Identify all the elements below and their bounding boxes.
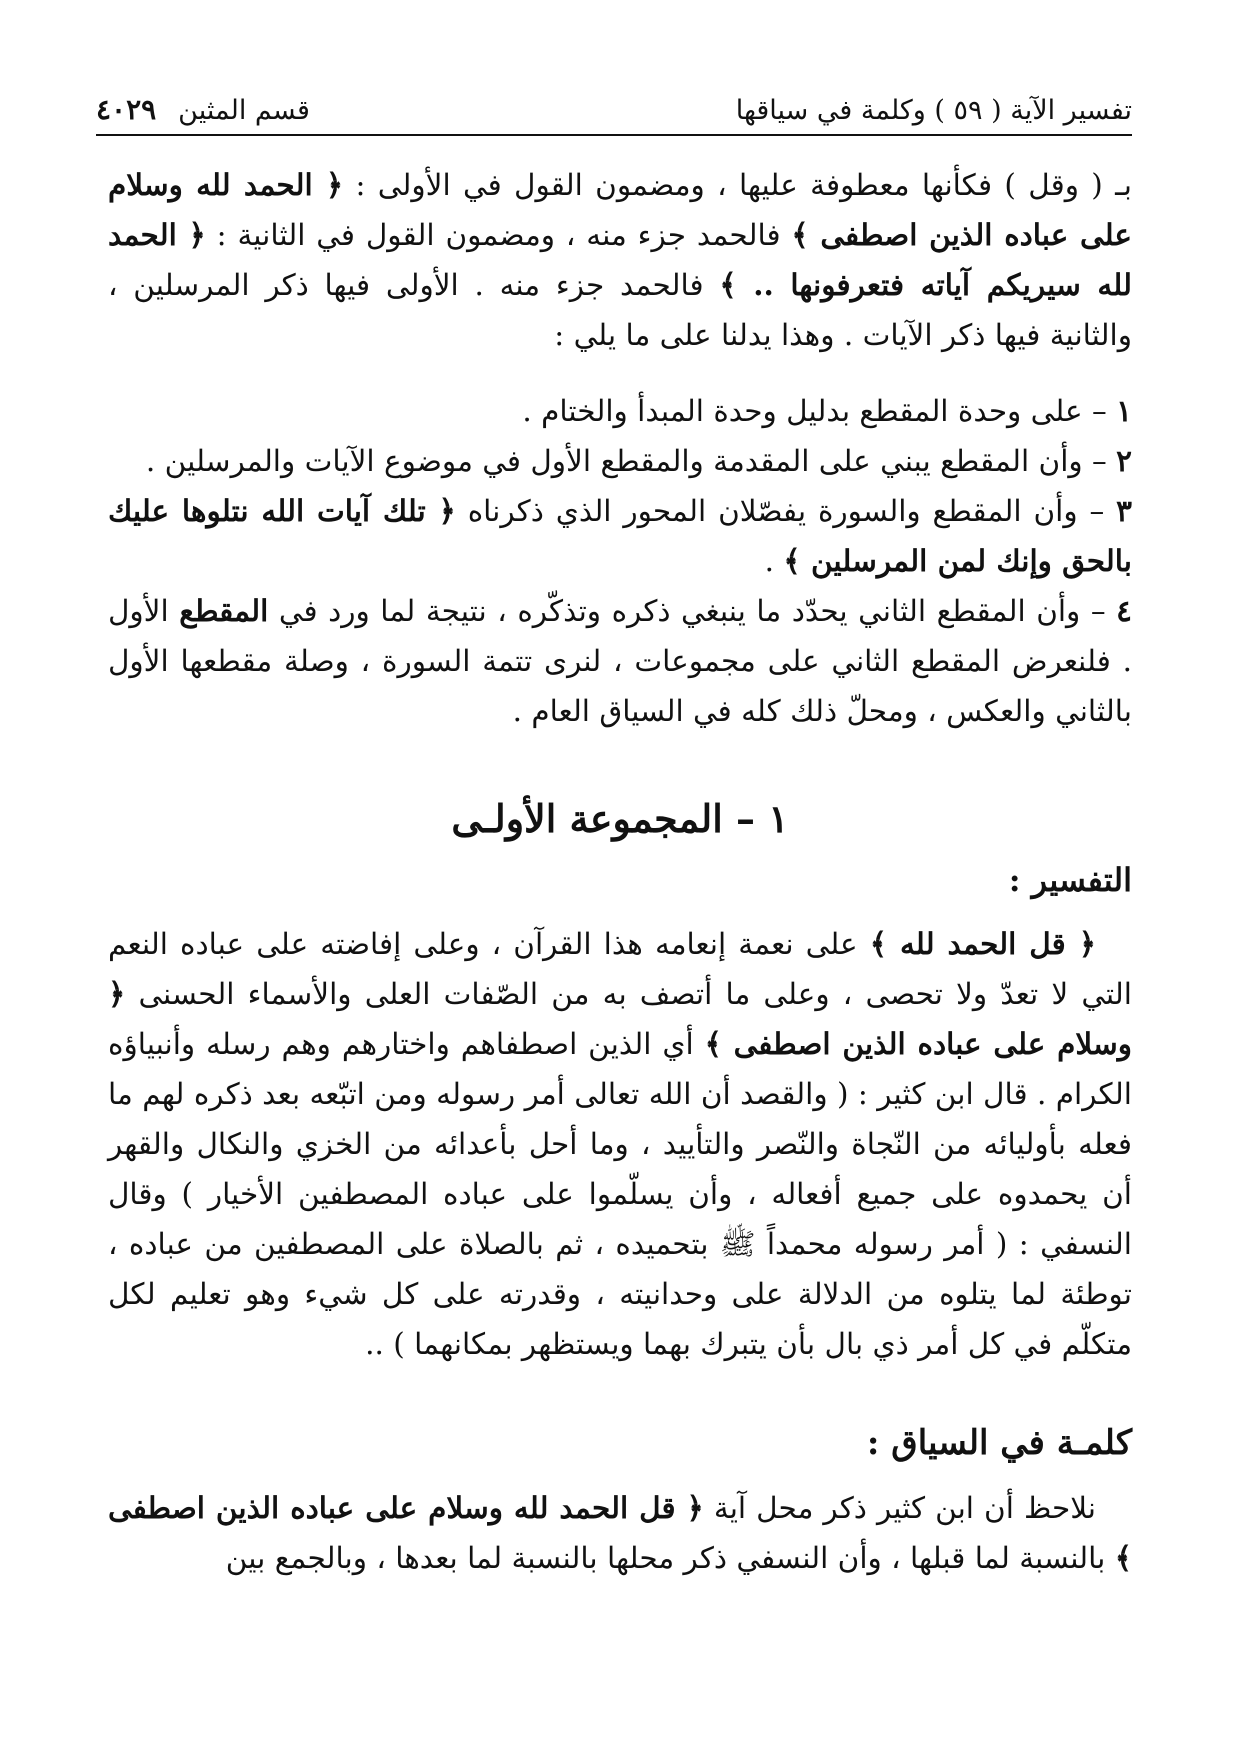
list-item bbox=[108, 586, 1132, 736]
page-number: ٤٠٢٩ bbox=[96, 93, 157, 126]
header-section: قسم المثين bbox=[178, 95, 310, 126]
text-run: فالحمد جزء منه ، ومضمون القول في الثانية : bbox=[205, 218, 792, 252]
text-run: – وأن المقطع والسورة يفصّلان المحور الذي ذكرناه bbox=[455, 494, 1117, 528]
text-run: الأول . فلنعرض المقطع الثاني على مجموعات ، لنرى تتمة السورة ، وصلة مقطعها الأول بالثاني والعكس ، ومحلّ ذلك كله في السياق العام . bbox=[108, 594, 1132, 728]
text-run: على نعمة إنعامه هذا القرآن ، وعلى إفاضته على عباده النعم التي لا تعدّ ولا تحصى ، وعلى ما أتصف به من الصّفات العلى والأسماء الحسنى bbox=[108, 927, 1132, 1011]
list-item bbox=[108, 436, 1132, 486]
quran-quote: ﴿ الحمد لله وسلام على عباده الذين اصطفى ﴾ bbox=[108, 167, 1133, 252]
tafsir-heading: التفسير : bbox=[1008, 861, 1132, 899]
context-paragraph bbox=[108, 1483, 1132, 1583]
context-heading: كلمـة في السياق : bbox=[866, 1423, 1132, 1463]
text-run: أي الذين اصطفاهم واختارهم وهم رسله وأنبياؤه الكرام . قال ابن كثير : ( والقصد أن الله تعالى أمر رسوله ومن اتبّعه بعد ذكره لهم ما فعله بأوليائه من النّجاة والنّصر والتأييد ، وما أحل بأعدائه من الخزي والنكال والقهر أن يحمدوه على جميع أفعاله ، وأن يسلّموا على عباده المصطفين الأخيار ) وقال النسفي : ( أمر رسوله محمداً ﷺ بتحميده ، ثم بالصلاة على المصطفين من عباده ، توطئة لما يتلوه من الدلالة على وحدانيته ، وقدرته على كل شيء وهو تعليم لكل متكلّم في كل أمر ذي بال بأن يتبرك بهما ويستظهر بمكانهما ) .. bbox=[108, 1027, 1132, 1361]
group-heading: ١ – المجموعة الأولـى bbox=[451, 796, 789, 841]
page-body bbox=[108, 160, 1132, 1583]
tafsir-paragraph bbox=[108, 919, 1132, 1369]
running-header bbox=[96, 78, 1132, 136]
bold-word: المقطع bbox=[179, 593, 269, 628]
text-run: بـ ( وقل ) فكأنها معطوفة عليها ، ومضمون القول في الأولى : bbox=[343, 168, 1133, 202]
text-run: – وأن المقطع يبني على المقدمة والمقطع الأول في موضوع الآيات والمرسلين . bbox=[145, 444, 1117, 478]
quran-quote: ﴿ الحمد لله سيريكم آياته فتعرفونها .. ﴾ bbox=[108, 217, 1132, 302]
text-run: نلاحظ أن ابن كثير ذكر محل آية bbox=[703, 1491, 1097, 1525]
quran-quote: ﴿ قل الحمد لله وسلام على عباده الذين اصطفى ﴾ bbox=[108, 1490, 1132, 1575]
intro-paragraph bbox=[108, 160, 1132, 360]
item-number: ٢ bbox=[1116, 443, 1132, 478]
text-run: – على وحدة المقطع بدليل وحدة المبدأ والختام . bbox=[522, 394, 1117, 428]
quran-quote: ﴿ قل الحمد لله ﴾ bbox=[869, 926, 1096, 961]
header-title: تفسير الآية ( ٥٩ ) وكلمة في سياقها bbox=[735, 95, 1132, 126]
list-item bbox=[108, 486, 1132, 586]
item-number: ٤ bbox=[1116, 593, 1132, 628]
item-number: ١ bbox=[1116, 393, 1132, 428]
text-run: فالحمد جزء منه . الأولى فيها ذكر المرسلين ، والثانية فيها ذكر الآيات . وهذا يدلنا على ما يلي : bbox=[108, 268, 1132, 352]
text-run: – وأن المقطع الثاني يحدّد ما ينبغي ذكره وتذكّره ، نتيجة لما ورد في bbox=[268, 594, 1117, 628]
text-run: بالنسبة لما قبلها ، وأن النسفي ذكر محلها بالنسبة لما بعدها ، وبالجمع بين bbox=[225, 1541, 1115, 1575]
quran-quote: ﴿ وسلام على عباده الذين اصطفى ﴾ bbox=[108, 976, 1132, 1061]
list-item bbox=[108, 386, 1132, 436]
header-left bbox=[96, 93, 310, 126]
text-run: . bbox=[764, 544, 784, 578]
item-number: ٣ bbox=[1116, 493, 1133, 528]
quran-quote: ﴿ تلك آيات الله نتلوها عليك بالحق وإنك لمن المرسلين ﴾ bbox=[108, 493, 1132, 578]
